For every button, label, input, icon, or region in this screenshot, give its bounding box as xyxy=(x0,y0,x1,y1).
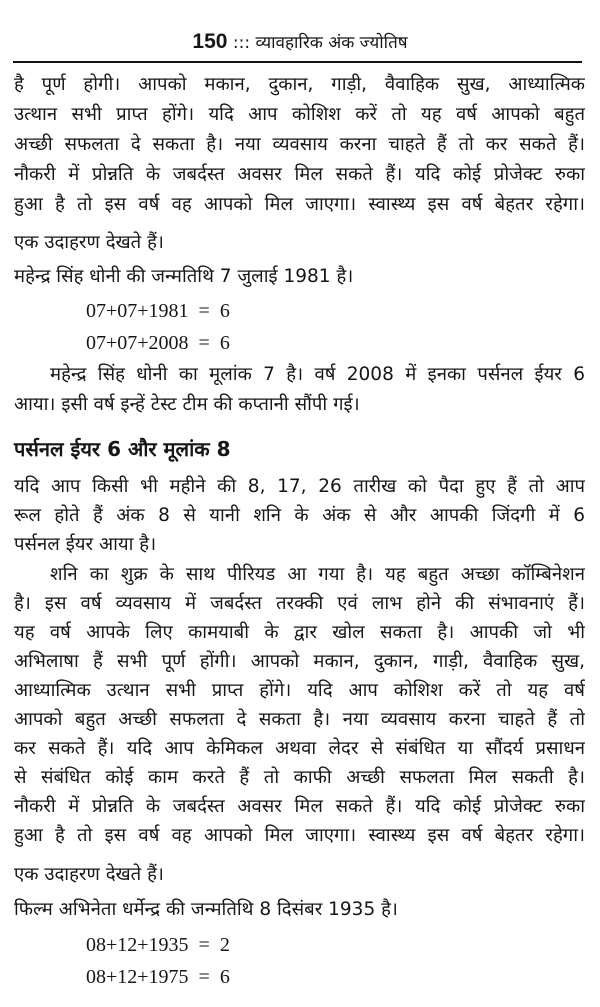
formula-line: 07+07+1981 = 6 xyxy=(86,300,230,322)
text-line: नौकरी में प्रोन्नति के जबर्दस्त अवसर मिल सकते हैं। यदि कोई प्रोजेक्ट रुका xyxy=(14,796,585,817)
book-title: व्यावहारिक अंक ज्योतिष xyxy=(255,33,408,53)
text-line: महेन्द्र सिंह धोनी का मूलांक 7 है। वर्ष 2008 में इनका पर्सनल ईयर 6 xyxy=(50,364,585,385)
formula-line: 08+12+1935 = 2 xyxy=(86,934,230,956)
text-line: यदि आप किसी भी महीने की 8, 17, 26 तारीख को पैदा हुए हैं तो आप xyxy=(14,476,585,497)
text-line: महेन्द्र सिंह धोनी की जन्मतिथि 7 जुलाई 1981 है। xyxy=(14,266,354,287)
running-header xyxy=(0,30,600,54)
formula-line: 07+07+2008 = 6 xyxy=(86,332,230,354)
text-line: से संबंधित कोई काम करते हैं तो काफी अच्छी सफलता मिल सकती है। xyxy=(14,767,585,788)
text-line: आध्यात्मिक उत्थान सभी प्राप्त होंगे। यदि आप कोशिश करें तो यह वर्ष xyxy=(14,680,585,701)
text-line: अभिलाषा हैं सभी पूर्ण होंगी। आपको मकान, दुकान, गाड़ी, वैवाहिक सुख, xyxy=(14,651,585,672)
text-line: हुआ है तो इस वर्ष वह आपको मिल जाएगा। स्वास्थ्य इस वर्ष बेहतर रहेगा। xyxy=(14,825,585,846)
text-line: है। इस वर्ष व्यवसाय में जबर्दस्त तरक्की एवं लाभ होने की संभावनाएं हैं। xyxy=(14,593,585,614)
text-line: उत्थान सभी प्राप्त होंगे। यदि आप कोशिश करें तो यह वर्ष आपको बहुत xyxy=(14,104,585,125)
text-line: हुआ है तो इस वर्ष वह आपको मिल जाएगा। स्वास्थ्य इस वर्ष बेहतर रहेगा। xyxy=(14,194,585,215)
text-line: फिल्म अभिनेता धर्मेन्द्र की जन्मतिथि 8 दिसंबर 1935 है। xyxy=(14,899,398,920)
section-heading: पर्सनल ईयर 6 और मूलांक 8 xyxy=(14,437,231,461)
text-line: एक उदाहरण देखते हैं। xyxy=(14,864,164,885)
text-line: पर्सनल ईयर आया है। xyxy=(14,534,157,555)
page-number: 150 xyxy=(192,30,228,53)
text-line: नौकरी में प्रोन्नति के जबर्दस्त अवसर मिल सकते हैं। यदि कोई प्रोजेक्ट रुका xyxy=(14,164,585,185)
text-line: रूल होते हैं अंक 8 से यानी शनि के अंक से और आपकी जिंदगी में 6 xyxy=(14,505,585,526)
text-line: आपको बहुत अच्छी सफलता दे सकता है। नया व्यवसाय करना चाहते हैं तो xyxy=(14,709,585,730)
text-line: आया। इसी वर्ष इन्हें टेस्ट टीम की कप्तानी सौंपी गई। xyxy=(14,394,360,415)
text-line: कर सकते हैं। यदि आप केमिकल अथवा लेदर से संबंधित या सौंदर्य प्रसाधन xyxy=(14,738,585,759)
formula-line: 08+12+1975 = 6 xyxy=(86,966,230,988)
text-line: शनि का शुक्र के साथ पीरियड आ गया है। यह बहुत अच्छा कॉम्बिनेशन xyxy=(50,564,585,585)
header-separator: ::: xyxy=(232,33,251,53)
text-line: है पूर्ण होगी। आपको मकान, दुकान, गाड़ी, वैवाहिक सुख, आध्यात्मिक xyxy=(14,74,585,95)
text-line: यह वर्ष आपके लिए कामयाबी के द्वार खोल सकता है। आपकी जो भी xyxy=(14,622,585,643)
text-line: अच्छी सफलता दे सकता है। नया व्यवसाय करना चाहते हैं तो कर सकते हैं। xyxy=(14,134,585,155)
text-line: एक उदाहरण देखते हैं। xyxy=(14,232,164,253)
header-rule xyxy=(13,61,582,63)
